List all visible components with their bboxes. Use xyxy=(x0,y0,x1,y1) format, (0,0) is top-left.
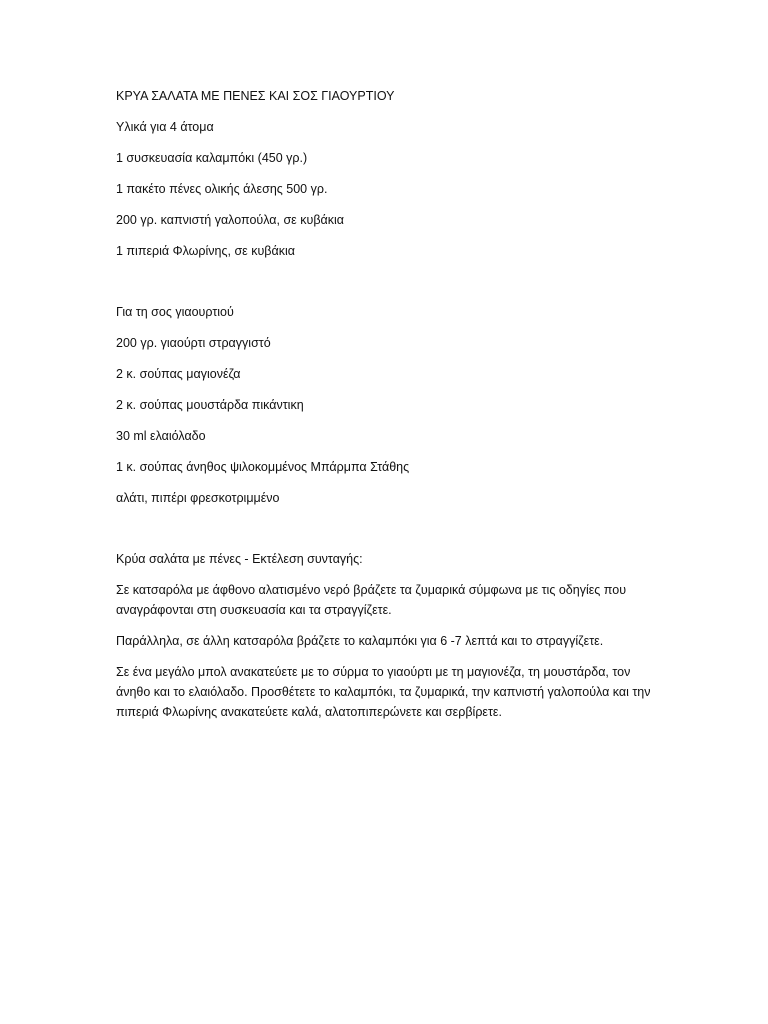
method-step: Σε ένα μεγάλο μπολ ανακατεύετε με το σύρμα το γιαούρτι με τη μαγιονέζα, τη μουστάρδα, τον άνηθο και το ελαιόλαδο. Προσθέτετε το καλαμπόκι, τα ζυμαρικά, την καπνιστή γαλοπούλα και την πιπεριά Φλωρίνης ανακατεύετε καλά, αλατοπιπερώνετε και σερβίρετε. xyxy=(116,665,651,719)
sauce-ingredient-item: 1 κ. σούπας άνηθος ψιλοκομμένος Μπάρμπα Στάθης xyxy=(116,460,410,474)
ingredient-item: 1 πακέτο πένες ολικής άλεσης 500 γρ. xyxy=(116,182,328,196)
section-gap xyxy=(116,519,656,549)
ingredient-item: 1 πιπεριά Φλωρίνης, σε κυβάκια xyxy=(116,244,295,258)
ingredient-item: 200 γρ. καπνιστή γαλοπούλα, σε κυβάκια xyxy=(116,213,344,227)
sauce-ingredient-item: 30 ml ελαιόλαδο xyxy=(116,429,206,443)
sauce-ingredient-item: 2 κ. σούπας μαγιονέζα xyxy=(116,367,241,381)
method-step: Σε κατσαρόλα με άφθονο αλατισμένο νερό βράζετε τα ζυμαρικά σύμφωνα με τις οδηγίες που αναγράφονται στη συσκευασία και τα στραγγίζετε. xyxy=(116,583,627,617)
method-step: Παράλληλα, σε άλλη κατσαρόλα βράζετε το καλαμπόκι για 6 -7 λεπτά και το στραγγίζετε. xyxy=(116,634,604,648)
method-heading: Κρύα σαλάτα με πένες - Εκτέλεση συνταγής: xyxy=(116,552,363,566)
recipe-content xyxy=(116,86,656,733)
recipe-title: ΚΡΥΑ ΣΑΛΑΤΑ ΜΕ ΠΕΝΕΣ ΚΑΙ ΣΟΣ ΓΙΑΟΥΡΤΙΟΥ xyxy=(116,89,395,103)
section-gap xyxy=(116,272,656,302)
sauce-heading: Για τη σος γιαουρτιού xyxy=(116,305,234,319)
ingredients-heading: Υλικά για 4 άτομα xyxy=(116,120,214,134)
ingredient-item: 1 συσκευασία καλαμπόκι (450 γρ.) xyxy=(116,151,308,165)
sauce-ingredient-item: αλάτι, πιπέρι φρεσκοτριμμένο xyxy=(116,491,280,505)
sauce-ingredient-item: 2 κ. σούπας μουστάρδα πικάντικη xyxy=(116,398,304,412)
sauce-ingredient-item: 200 γρ. γιαούρτι στραγγιστό xyxy=(116,336,271,350)
